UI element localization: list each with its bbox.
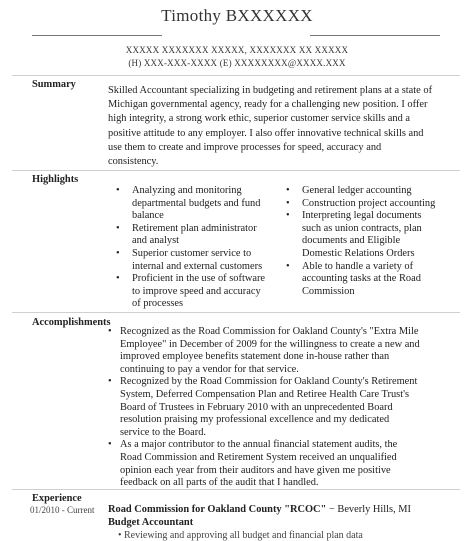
highlight-item [112,273,287,311]
highlight-item-line: Superior customer service to [132,247,252,259]
bullet-glyph: • [116,222,120,234]
experience-heading: Experience [32,493,82,504]
summary-line: use them to create and improve processes for speed, accuracy and [108,141,382,153]
name-rule-left [32,35,162,36]
candidate-name: Timothy BXXXXXX [161,6,313,25]
experience-bullet-partial [118,530,363,541]
bullet-glyph: • [108,439,112,451]
summary-line: positive attitude to any employer. I also offer innovative technical skills and [108,127,424,139]
highlight-item-line: Retirement plan administrator [132,222,257,234]
highlight-item [282,198,467,211]
bullet-glyph: • [286,185,290,196]
accomplishment-item-line: Road Commission and Retirement System received an unqualified [120,451,397,463]
accomplishment-item [108,376,463,439]
accomplishment-item-line: System, Deferred Compensation Plan and Retiree Health Care Trust's [120,388,410,400]
summary-line: consistency. [108,156,159,168]
section-divider [12,75,460,76]
highlight-item [112,185,287,223]
summary-line: Skilled Accountant specializing in budgeting and retirement plans at a state of [108,85,433,96]
accomplishment-item-line: service to the Board. [120,426,206,438]
highlights-right-list [282,185,467,298]
accomplishments-list [108,326,463,490]
accomplishment-item-line: Board of Trustees in February 2010 with an unprecedented Board [120,401,393,413]
experience-date: 01/2010 - Current [30,505,95,515]
highlights-left-list [112,185,287,311]
accomplishment-item-line: Recognized by the Road Commission for Oakland County's Retirement [120,376,418,388]
accomplishment-item-line: Recognized as the Road Commission for Oakland County's "Extra Mile [120,326,419,337]
highlight-item [112,248,287,273]
bullet-glyph: • [108,376,112,388]
bullet-glyph: • [286,197,290,209]
highlight-item-line: to improve speed and accuracy [132,285,261,297]
summary-line: high integrity, a strong work ethic, superior customer service skills and a [108,113,411,125]
contact-address: XXXXX XXXXXXX XXXXX, XXXXXXX XX XXXXX [125,45,349,55]
bullet-glyph: • [108,326,112,337]
accomplishment-item [108,439,463,489]
section-divider [12,489,460,490]
section-divider [12,170,460,171]
highlight-item-line: Domestic Relations Orders [302,247,415,259]
highlight-item-line: departmental budgets and fund [132,197,261,209]
highlight-item-line: documents and Eligible [302,235,401,247]
highlight-item-line: Interpreting legal documents [302,210,422,222]
accomplishment-item [108,326,463,376]
bullet-glyph: • [286,210,290,222]
experience-bullet-text: Reviewing and approving all budget and financial plan data [124,530,363,541]
highlight-item-line: balance [132,210,164,222]
highlight-item-line: accounting tasks at the Road [302,273,421,285]
summary-text [108,84,468,169]
contact-phone-email: (H) XXX-XXX-XXXX (E) XXXXXXXX@XXXX.XXX [128,58,346,68]
highlight-item-line: Construction project accounting [302,197,436,209]
job-title: Budget Accountant [108,517,194,528]
accomplishment-item-line: improved employee benefits statement done in-house rather than [120,351,390,363]
accomplishment-item-line: opinion each year from their auditors and have given me positive [120,464,391,476]
summary-heading: Summary [32,79,76,90]
experience-employer-line [108,504,411,515]
accomplishment-item-line: resolution praising my professional excellence and my dedicated [120,414,390,426]
employer-location: − Beverly Hills, MI [326,504,411,515]
name-rule-right [310,35,440,36]
highlight-item-line: General ledger accounting [302,185,412,196]
highlights-heading: Highlights [32,174,79,185]
bullet-glyph: • [116,185,120,196]
bullet-glyph: • [116,247,120,259]
highlight-item-line: Proficient in the use of software [132,273,266,285]
accomplishments-heading: Accomplishments [32,317,111,328]
highlight-item-line: Commission [302,285,355,297]
highlight-item-line: Analyzing and monitoring [132,185,242,196]
accomplishment-item-line: continuing to pay a vendor for that service. [120,363,299,375]
employer-name: Road Commission for Oakland County "RCOC" [108,504,327,515]
highlight-item [282,185,467,198]
highlight-item [112,223,287,248]
highlight-item-line: such as union contracts, plan [302,222,422,234]
accomplishment-item-line: As a major contributor to the annual financial statement audits, the [120,439,398,451]
highlight-item-line: and analyst [132,235,180,247]
highlight-item [282,261,467,299]
highlight-item [282,210,467,260]
section-divider [12,312,460,313]
summary-line: Michigan governmental agency, ready for a challenging new position. I offer [108,99,428,111]
highlight-item-line: Able to handle a variety of [302,260,414,272]
bullet-glyph: • [116,273,120,285]
bullet-glyph: • [286,260,290,272]
accomplishment-item-line: feedback on all parts of the audit that I handled. [120,477,319,489]
bullet-glyph: • [118,530,122,541]
highlight-item-line: internal and external customers [132,260,263,272]
highlight-item-line: of processes [132,298,184,310]
accomplishment-item-line: Employee" in December of 2009 for the willingness to create a new and [120,338,420,350]
